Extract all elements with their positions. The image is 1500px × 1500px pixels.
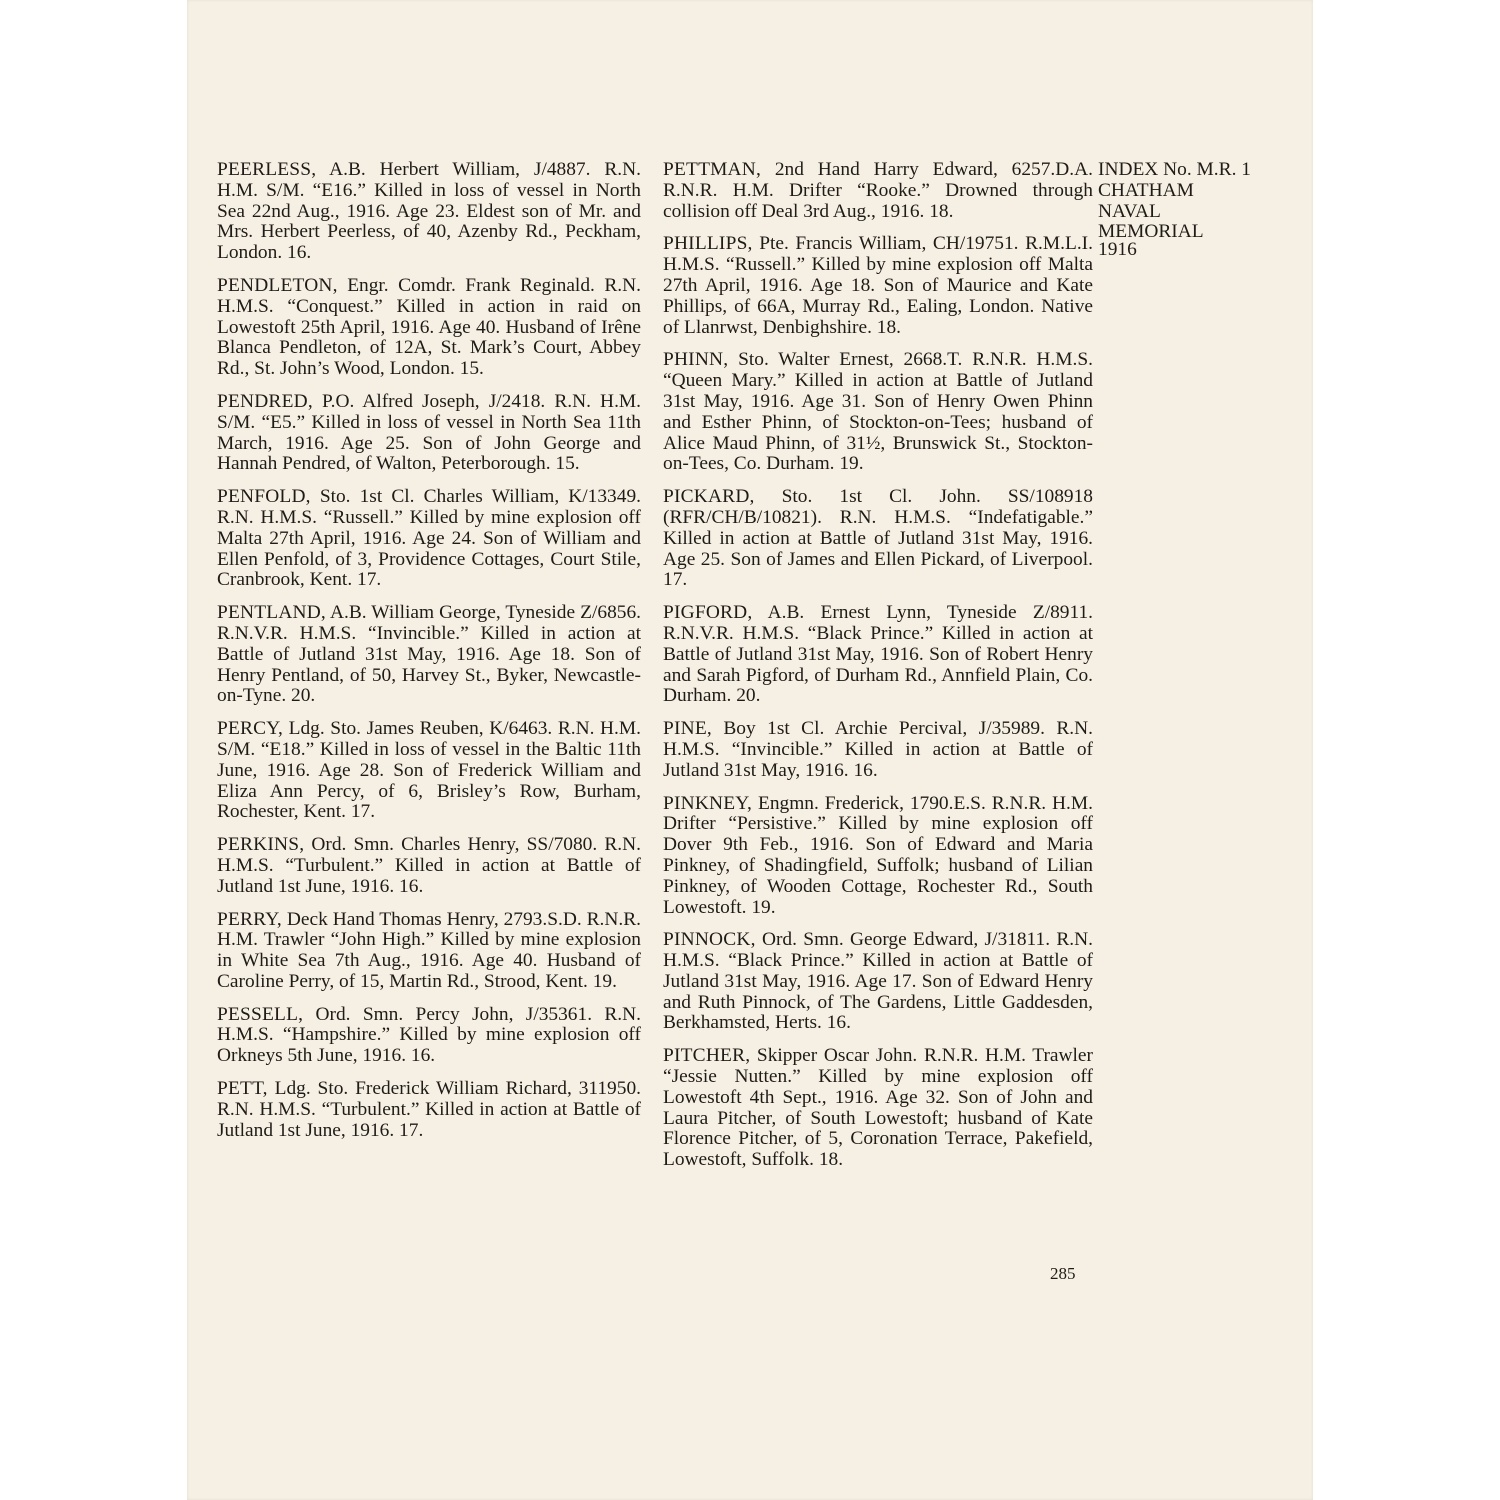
- memorial-entry: [217, 910, 641, 993]
- entry-name: PENFOLD,: [217, 486, 311, 508]
- memorial-entry: [217, 487, 641, 591]
- memorial-title-line1: CHATHAM: [1098, 179, 1194, 201]
- entry-name: PINKNEY,: [663, 792, 753, 814]
- entry-text: P.O. Alfred Joseph, J/2418. R.N. H.M. S/M. “E5.” Killed in loss of vessel in North Sea 11th March, 1916. Age 25. Son of John George and Hannah Pendred, of Walton, Peterborough. 15.: [217, 390, 642, 475]
- entry-text: Deck Hand Thomas Henry, 2793.S.D. R.N.R. H.M. Trawler “John High.” Killed by mine explosion in White Sea 7th Aug., 1916. Age 40. Husband of Caroline Perry, of 15, Martin Rd., Strood, Kent. 19.: [217, 908, 641, 992]
- memorial-year: 1916: [1098, 239, 1137, 261]
- index-heading: [1098, 160, 1298, 264]
- index-number: INDEX No. M.R. 1: [1098, 159, 1251, 180]
- memorial-title-line2: NAVAL: [1098, 200, 1161, 222]
- entry-text: A.B. Ernest Lynn, Tyneside Z/8911. R.N.V.R. H.M.S. “Black Prince.” Killed in action at Battle of Jutland 31st May, 1916. Son of Robert Henry and Sarah Pigford, of Durham Rd., Annfield Plain, Co. Durham. 20.: [663, 602, 1094, 707]
- entry-name: PINNOCK,: [663, 929, 756, 951]
- memorial-entry: [663, 603, 1093, 707]
- entry-text: Sto. Walter Ernest, 2668.T. R.N.R. H.M.S. “Queen Mary.” Killed in action at Battle of Jutland 31st May, 1916. Age 31. Son of Henry Owen Phinn and Esther Phinn, of Stockton-on-Tees; husband of Alice Maud Phinn, of 31½, Brunswick St., Stockton-on-Tees, Co. Durham. 19.: [663, 349, 1093, 475]
- page-number: 285: [1050, 1264, 1076, 1283]
- memorial-entry: [663, 930, 1093, 1034]
- entry-text: Ldg. Sto. Frederick William Richard, 311950. R.N. H.M.S. “Turbulent.” Killed in action at Battle of Jutland 1st June, 1916. 17.: [217, 1078, 641, 1141]
- memorial-entry: [217, 1005, 641, 1067]
- entry-text: Ord. Smn. Percy John, J/35361. R.N. H.M.S. “Hampshire.” Killed by mine explosion off Orkneys 5th June, 1916. 16.: [217, 1003, 641, 1067]
- entry-name: PHILLIPS,: [663, 233, 753, 255]
- entry-name: PERRY,: [217, 908, 282, 930]
- memorial-entry: [217, 160, 641, 264]
- entry-name: PITCHER,: [663, 1045, 751, 1067]
- memorial-entry: [663, 160, 1093, 222]
- entry-text: Skipper Oscar John. R.N.R. H.M. Trawler “Jessie Nutten.” Killed by mine explosion off Lowestoft 4th Sept., 1916. Age 32. Son of John and Laura Pitcher, of South Lowestoft; husband of Kate Florence Pitcher, of 5, Coronation Terrace, Pakefield, Lowestoft, Suffolk. 18.: [663, 1045, 1093, 1171]
- entry-name: PETTMAN,: [663, 159, 762, 180]
- memorial-entry: [663, 234, 1093, 338]
- memorial-entry: [217, 719, 641, 823]
- entry-text: Boy 1st Cl. Archie Percival, J/35989. R.N. H.M.S. “Invincible.” Killed in action at Battle of Jutland 31st May, 1916. 16.: [663, 718, 1093, 781]
- entry-text: Ord. Smn. George Edward, J/31811. R.N. H.M.S. “Black Prince.” Killed in action at Battle of Jutland 31st May, 1916. Age 17. Son of Edward Henry and Ruth Pinnock, of The Gardens, Little Gaddesden, Berkhamsted, Herts. 16.: [663, 929, 1093, 1034]
- entry-text: Engmn. Frederick, 1790.E.S. R.N.R. H.M. Drifter “Persistive.” Killed by mine explosion off Dover 9th Feb., 1916. Son of Edward and Maria Pinkney, of Shadingfield, Suffolk; husband of Lilian Pinkney, of Wooden Cottage, Rochester Rd., South Lowestoft. 19.: [663, 792, 1093, 918]
- entry-text: A.B. Herbert William, J/4887. R.N. H.M. S/M. “E16.” Killed in loss of vessel in North Sea 22nd Aug., 1916. Age 23. Eldest son of Mr. and Mrs. Herbert Peerless, of 40, Azenby Rd., Peckham, London. 16.: [217, 159, 641, 264]
- left-column: [217, 160, 641, 1153]
- entry-text: Sto. 1st Cl. Charles William, K/13349. R.N. H.M.S. “Russell.” Killed by mine explosion off Malta 27th April, 1916. Age 24. Son of William and Ellen Penfold, of 3, Providence Cottages, Court Stile, Cranbrook, Kent. 17.: [217, 486, 641, 591]
- memorial-entry: [217, 1079, 641, 1141]
- memorial-entry: [663, 487, 1093, 591]
- memorial-entry: [663, 350, 1093, 475]
- entry-name: PERKINS,: [217, 834, 305, 856]
- entry-name: PENTLAND,: [217, 602, 326, 624]
- document-page: [187, 0, 1313, 1500]
- entry-text: Pte. Francis William, CH/19751. R.M.L.I. H.M.S. “Russell.” Killed by mine explosion off Malta 27th April, 1916. Age 18. Son of Maurice and Kate Phillips, of 66A, Murray Rd., Ealing, London. Native of Llanrwst, Denbighshire. 18.: [663, 233, 1093, 338]
- memorial-entry: [217, 835, 641, 897]
- memorial-entry: [663, 794, 1093, 919]
- entry-name: PETT,: [217, 1078, 268, 1100]
- memorial-title-line3: MEMORIAL: [1098, 221, 1204, 243]
- memorial-entry: [663, 719, 1093, 781]
- entry-name: PIGFORD,: [663, 602, 753, 624]
- entry-text: Engr. Comdr. Frank Reginald. R.N. H.M.S. “Conquest.” Killed in action in raid on Lowestoft 25th April, 1916. Age 40. Husband of Irêne Blanca Pendleton, of 12A, St. Mark’s Court, Abbey Rd., St. John’s Wood, London. 15.: [217, 274, 641, 380]
- entry-name: PHINN,: [663, 349, 729, 371]
- memorial-entry: [663, 1046, 1093, 1171]
- entry-name: PENDRED,: [217, 390, 313, 412]
- entry-text: Ord. Smn. Charles Henry, SS/7080. R.N. H.M.S. “Turbulent.” Killed in action at Battle of Jutland 1st June, 1916. 16.: [217, 834, 641, 897]
- entry-name: PINE,: [663, 718, 712, 740]
- entry-name: PERCY,: [217, 718, 284, 740]
- memorial-entry: [217, 392, 641, 475]
- memorial-entry: [217, 603, 641, 707]
- entry-text: Sto. 1st Cl. John. SS/108918 (RFR/CH/B/10821). R.N. H.M.S. “Indefatigable.” Killed in action at Battle of Jutland 31st May, 1916. Age 25. Son of James and Ellen Pickard, of Liverpool. 17.: [663, 486, 1093, 591]
- entry-text: A.B. William George, Tyneside Z/6856. R.N.V.R. H.M.S. “Invincible.” Killed in action at Battle of Jutland 31st May, 1916. Age 18. Son of Henry Pentland, of 50, Harvey St., Byker, Newcastle-on-Tyne. 20.: [217, 602, 641, 707]
- entry-name: PENDLETON,: [217, 274, 338, 296]
- entry-text: 2nd Hand Harry Edward, 6257.D.A. R.N.R. H.M. Drifter “Rooke.” Drowned through collision off Deal 3rd Aug., 1916. 18.: [663, 159, 1093, 222]
- entry-name: PESSELL,: [217, 1003, 304, 1025]
- entry-name: PICKARD,: [663, 486, 755, 508]
- right-column: [663, 160, 1093, 1183]
- entry-name: PEERLESS,: [217, 159, 317, 180]
- memorial-entry: [217, 276, 641, 380]
- entry-text: Ldg. Sto. James Reuben, K/6463. R.N. H.M. S/M. “E18.” Killed in loss of vessel in the Baltic 11th June, 1916. Age 28. Son of Frederick William and Eliza Ann Percy, of 6, Brisley’s Row, Burham, Rochester, Kent. 17.: [217, 718, 641, 823]
